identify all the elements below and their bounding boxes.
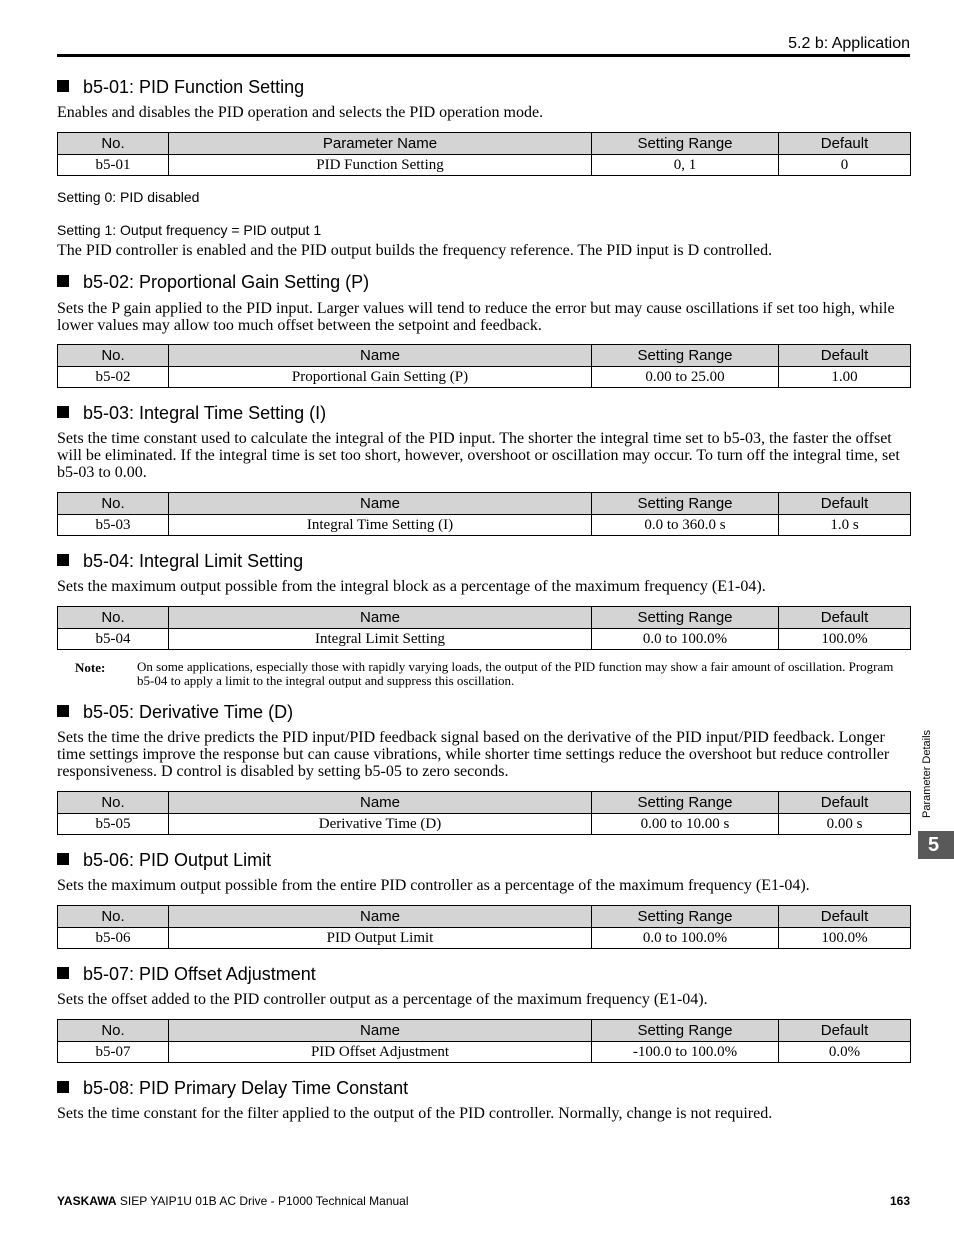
- cell-no: b5-05: [58, 814, 169, 835]
- footer-title: SIEP YAIP1U 01B AC Drive - P1000 Technical Manual: [119, 1194, 409, 1208]
- cell-no: b5-07: [58, 1042, 169, 1063]
- note-text: On some applications, especially those with rapidly varying loads, the output of the PID function may show a fair amount of oscillation. Program b5-04 to apply a limit to the integral output and suppress this oscillation.: [137, 659, 894, 688]
- section-title-b5-05: b5-05: Derivative Time (D): [57, 702, 293, 722]
- table-row: [58, 928, 911, 949]
- cell-no: b5-06: [58, 928, 169, 949]
- section-bullet-icon: [57, 406, 69, 418]
- parameter-table-b5-03: [57, 492, 911, 536]
- footer-brand: YASKAWA: [57, 1194, 117, 1208]
- header-no: No.: [58, 792, 169, 814]
- chapter-tab: 5: [918, 831, 954, 859]
- header-default: Default: [779, 792, 911, 814]
- header-default: Default: [779, 493, 911, 515]
- table-row: [58, 814, 911, 835]
- section-description-b5-04: Sets the maximum output possible from the integral block as a percentage of the maximum frequency (E1-04).: [57, 578, 766, 595]
- table-header-row: [58, 1020, 911, 1042]
- cell-name: PID Function Setting: [169, 155, 592, 176]
- header-default: Default: [779, 345, 911, 367]
- cell-name: Integral Time Setting (I): [169, 515, 592, 536]
- cell-setting-range: 0.00 to 25.00: [592, 367, 779, 388]
- parameter-table-b5-02: [57, 344, 911, 388]
- header-no: No.: [58, 345, 169, 367]
- section-bullet-icon: [57, 1081, 69, 1093]
- section-title-b5-01: b5-01: PID Function Setting: [57, 77, 304, 97]
- setting-1-text: The PID controller is enabled and the PID output builds the frequency reference. The PID input is D controlled.: [57, 242, 773, 259]
- parameter-table-b5-04: [57, 606, 911, 650]
- section-description-b5-05: Sets the time the drive predicts the PID input/PID feedback signal based on the derivative of the PID input/PID feedback. Longer time settings improve the response but can cause vibrations, while shorter time settings reduce the overshoot but reduce controller responsiveness. D control is disabled by setting b5-05 to zero seconds.: [57, 729, 890, 780]
- header-default: Default: [779, 607, 911, 629]
- cell-default: 0.00 s: [779, 814, 911, 835]
- cell-name: PID Output Limit: [169, 928, 592, 949]
- parameter-table-b5-01: [57, 132, 911, 176]
- header-no: No.: [58, 607, 169, 629]
- header-setting-range: Setting Range: [592, 607, 779, 629]
- table-row: [58, 515, 911, 536]
- cell-name: Proportional Gain Setting (P): [169, 367, 592, 388]
- cell-setting-range: 0.00 to 10.00 s: [592, 814, 779, 835]
- cell-default: 0.0%: [779, 1042, 911, 1063]
- header-name: Name: [169, 345, 592, 367]
- cell-setting-range: 0.0 to 360.0 s: [592, 515, 779, 536]
- page-number: 163: [889, 1194, 910, 1208]
- header-setting-range: Setting Range: [592, 133, 779, 155]
- cell-setting-range: -100.0 to 100.0%: [592, 1042, 779, 1063]
- section-bullet-icon: [57, 554, 69, 566]
- table-header-row: [58, 493, 911, 515]
- table-header-row: [58, 133, 911, 155]
- section-description-b5-02: Sets the P gain applied to the PID input. Larger values will tend to reduce the error but may cause oscillations if set too high, while lower values may allow too much offset between the setpoint and feedback.: [57, 300, 895, 334]
- section-title-b5-02: b5-02: Proportional Gain Setting (P): [57, 272, 369, 292]
- footer-document: [57, 1194, 409, 1208]
- section-description-b5-01: Enables and disables the PID operation and selects the PID operation mode.: [57, 104, 544, 121]
- table-row: [58, 367, 911, 388]
- header-name: Name: [169, 1020, 592, 1042]
- section-description-b5-06: Sets the maximum output possible from the entire PID controller as a percentage of the maximum frequency (E1-04).: [57, 877, 810, 894]
- table-row: [58, 155, 911, 176]
- cell-setting-range: 0, 1: [592, 155, 779, 176]
- cell-name: Integral Limit Setting: [169, 629, 592, 650]
- header-setting-range: Setting Range: [592, 493, 779, 515]
- header-setting-range: Setting Range: [592, 792, 779, 814]
- cell-default: 0: [779, 155, 911, 176]
- parameter-table-b5-05: [57, 791, 911, 835]
- section-title-b5-04: b5-04: Integral Limit Setting: [57, 551, 303, 571]
- header-name: Name: [169, 493, 592, 515]
- header-setting-range: Setting Range: [592, 345, 779, 367]
- cell-default: 100.0%: [779, 928, 911, 949]
- cell-no: b5-02: [58, 367, 169, 388]
- section-description-b5-08: Sets the time constant for the filter applied to the output of the PID controller. Normally, change is not required.: [57, 1105, 773, 1122]
- cell-setting-range: 0.0 to 100.0%: [592, 928, 779, 949]
- setting-0-label: Setting 0: PID disabled: [57, 189, 200, 205]
- cell-default: 100.0%: [779, 629, 911, 650]
- section-title-b5-06: b5-06: PID Output Limit: [57, 850, 271, 870]
- header-no: No.: [58, 1020, 169, 1042]
- running-header: 5.2 b: Application: [788, 35, 910, 52]
- section-title-b5-03: b5-03: Integral Time Setting (I): [57, 403, 326, 423]
- cell-no: b5-04: [58, 629, 169, 650]
- header-name: Name: [169, 607, 592, 629]
- header-no: No.: [58, 133, 169, 155]
- setting-1-label: Setting 1: Output frequency = PID output 1: [57, 222, 322, 238]
- table-header-row: [58, 792, 911, 814]
- table-header-row: [58, 906, 911, 928]
- table-header-row: [58, 345, 911, 367]
- header-default: Default: [779, 1020, 911, 1042]
- table-row: [58, 629, 911, 650]
- header-setting-range: Setting Range: [592, 1020, 779, 1042]
- section-bullet-icon: [57, 967, 69, 979]
- section-bullet-icon: [57, 853, 69, 865]
- header-default: Default: [779, 906, 911, 928]
- section-title-b5-07: b5-07: PID Offset Adjustment: [57, 964, 316, 984]
- section-bullet-icon: [57, 275, 69, 287]
- cell-no: b5-03: [58, 515, 169, 536]
- table-row: [58, 1042, 911, 1063]
- header-default: Default: [779, 133, 911, 155]
- side-tab-label: Parameter Details: [921, 729, 933, 818]
- cell-default: 1.0 s: [779, 515, 911, 536]
- header-no: No.: [58, 906, 169, 928]
- note-label: Note:: [75, 660, 106, 675]
- parameter-table-b5-07: [57, 1019, 911, 1063]
- cell-no: b5-01: [58, 155, 169, 176]
- cell-default: 1.00: [779, 367, 911, 388]
- header-name: Name: [169, 906, 592, 928]
- cell-setting-range: 0.0 to 100.0%: [592, 629, 779, 650]
- section-bullet-icon: [57, 80, 69, 92]
- header-name: Name: [169, 792, 592, 814]
- section-title-b5-08: b5-08: PID Primary Delay Time Constant: [57, 1078, 408, 1098]
- cell-name: Derivative Time (D): [169, 814, 592, 835]
- parameter-table-b5-06: [57, 905, 911, 949]
- header-rule: [57, 54, 910, 57]
- section-description-b5-07: Sets the offset added to the PID controller output as a percentage of the maximum frequency (E1-04).: [57, 991, 708, 1008]
- section-description-b5-03: Sets the time constant used to calculate the integral of the PID input. The shorter the integral time set to b5-03, the faster the offset will be eliminated. If the integral time is set too short, however, overshoot or oscillation may occur. To turn off the integral time, set b5-03 to 0.00.: [57, 430, 900, 481]
- header-name: Parameter Name: [169, 133, 592, 155]
- section-bullet-icon: [57, 705, 69, 717]
- header-setting-range: Setting Range: [592, 906, 779, 928]
- header-no: No.: [58, 493, 169, 515]
- cell-name: PID Offset Adjustment: [169, 1042, 592, 1063]
- table-header-row: [58, 607, 911, 629]
